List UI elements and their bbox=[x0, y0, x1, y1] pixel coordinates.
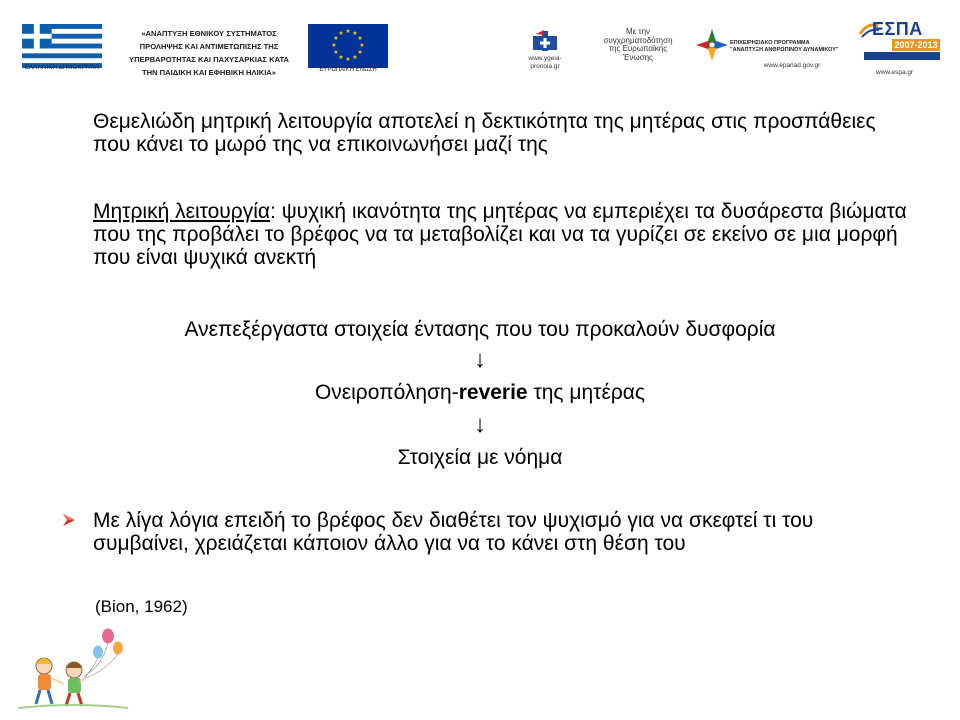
espa-logo-text: ΕΣΠΑ bbox=[872, 19, 923, 39]
cofund-line: Με την bbox=[625, 27, 651, 36]
cofund-line: Ένωσης bbox=[623, 52, 653, 62]
reverie-prefix: Ονειροπόληση- bbox=[314, 381, 459, 404]
epanad-title-line: ΕΠΙΧΕΙΡΗΣΙΑΚΟ ΠΡΟΓΡΑΜΜΑ bbox=[730, 40, 810, 46]
down-arrow-icon: ↓ bbox=[474, 346, 486, 373]
svg-text:★: ★ bbox=[359, 42, 365, 49]
flow-step-meaningful-elements: Στοιχεία με νόημα bbox=[397, 446, 563, 469]
epanad-title-line: "ΑΝΑΠΤΥΞΗ ΑΝΘΡΩΠΙΝΟΥ ΔΥΝΑΜΙΚΟΥ" bbox=[730, 46, 839, 53]
espa-years-badge: 2007-2013 bbox=[892, 39, 940, 51]
svg-text:★: ★ bbox=[357, 35, 363, 42]
svg-text:★: ★ bbox=[345, 28, 351, 35]
svg-text:★: ★ bbox=[357, 49, 363, 56]
eu-flag-caption: ΕΥΡΩΠΑΪΚΗ ΕΝΩΣΗ bbox=[319, 67, 377, 73]
flow-step-unprocessed-elements: Ανεπεξέργαστα στοιχεία έντασης που του προκαλούν δυσφορία bbox=[184, 318, 776, 341]
eu-cofunding-note bbox=[592, 28, 684, 62]
eu-flag-logo bbox=[308, 24, 388, 68]
svg-text:★: ★ bbox=[331, 42, 337, 49]
ygeia-url-line: www.ygeia- bbox=[528, 55, 562, 62]
epanad-program-title bbox=[730, 40, 848, 53]
citation: (Bion, 1962) bbox=[95, 597, 188, 616]
ygeia-url-line: pronoia.gr bbox=[530, 63, 560, 70]
reverie-term: reverie bbox=[458, 381, 528, 404]
greek-flag-logo bbox=[22, 24, 102, 68]
svg-text:★: ★ bbox=[352, 54, 358, 61]
svg-text:★: ★ bbox=[352, 30, 358, 37]
maternal-function-definition: : ψυχική ικανότητα της μητέρας να εμπεριέχει τα δυσάρεστα βιώματα που της προβάλει το βρέφος να τα μεταβολίζει και να τα γυρίζει σε εκείνο σε μια μορφή που είναι ψυχικά ανεκτή bbox=[93, 200, 907, 269]
program-title-line: «ΑΝΑΠΤΥΞΗ ΕΘΝΙΚΟΥ ΣΥΣΤΗΜΑΤΟΣ bbox=[141, 29, 277, 38]
cofund-line: συγχρηματοδότηση bbox=[603, 35, 673, 45]
down-arrow-icon: ↓ bbox=[474, 411, 486, 438]
bullet-summary: Με λίγα λόγια επειδή το βρέφος δεν διαθέτει τον ψυχισμό για να σκεφτεί τι του συμβαίνει, χρειάζεται κάποιον άλλο για να το κάνει στη θέση του bbox=[93, 509, 814, 555]
children-balloons-illustration bbox=[14, 626, 132, 712]
maternal-function-term: Μητρική λειτουργία bbox=[93, 200, 271, 223]
program-title bbox=[116, 27, 302, 79]
espa-url: www.espa.gr bbox=[876, 69, 914, 76]
reverie-suffix: της μητέρας bbox=[527, 381, 646, 404]
ygeia-pronoia-url bbox=[512, 55, 578, 71]
ygeia-pronoia-logo bbox=[530, 28, 560, 54]
program-title-line: ΠΡΟΛΗΨΗΣ ΚΑΙ ΑΝΤΙΜΕΤΩΠΙΣΗΣ ΤΗΣ bbox=[139, 42, 279, 51]
espa-bar bbox=[864, 52, 940, 60]
epanad-url: www.epanad.gov.gr bbox=[763, 62, 821, 69]
cofund-line: της Ευρωπαϊκής bbox=[608, 44, 668, 54]
arrow-bullet-icon bbox=[62, 513, 76, 527]
program-title-line: ΤΗΝ ΠΑΙΔΙΚΗ ΚΑΙ ΕΦΗΒΙΚΗ ΗΛΙΚΙΑ» bbox=[141, 68, 277, 77]
flow-step-reverie bbox=[60, 381, 900, 404]
greek-flag-caption: ΕΛΛΗΝΙΚΗ ΔΗΜΟΚΡΑΤΙΑ bbox=[24, 65, 100, 71]
paragraph-maternal-function bbox=[93, 200, 913, 269]
paragraph-maternal-receptivity: Θεμελιώδη μητρική λειτουργία αποτελεί η δεκτικότητα της μητέρας στις προσπάθειες που κάνει το μωρό της να επικοινωνήσει μαζί της bbox=[93, 110, 876, 156]
svg-text:★: ★ bbox=[333, 35, 339, 42]
svg-text:★: ★ bbox=[345, 56, 351, 63]
svg-text:★: ★ bbox=[333, 49, 339, 56]
program-title-line: ΥΠΕΡΒΑΡΟΤΗΤΑΣ ΚΑΙ ΠΑΧΥΣΑΡΚΙΑΣ ΚΑΤΑ bbox=[129, 55, 289, 64]
epanad-emblem-icon bbox=[694, 27, 730, 63]
svg-text:★: ★ bbox=[338, 54, 344, 61]
svg-text:★: ★ bbox=[338, 30, 344, 37]
